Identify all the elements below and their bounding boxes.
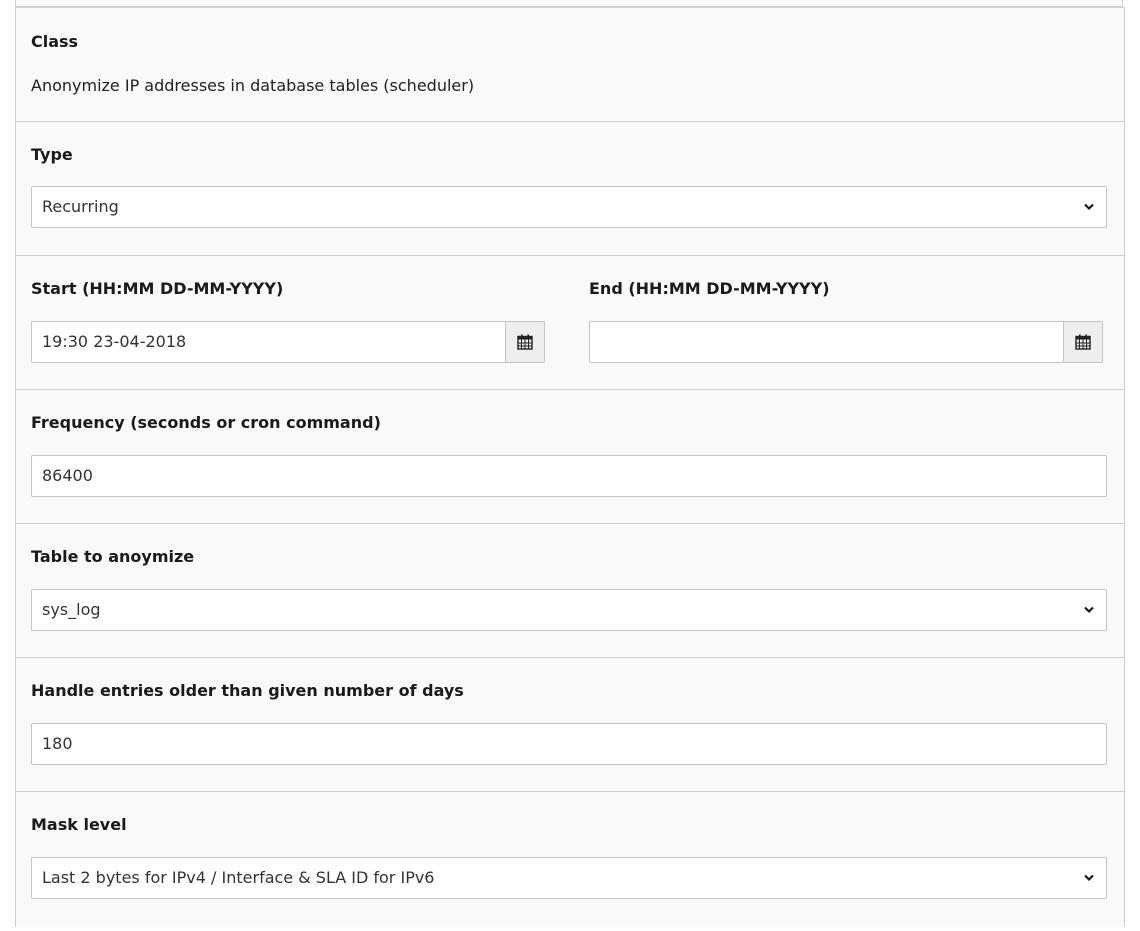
chevron-down-icon bbox=[1084, 203, 1094, 211]
days-section bbox=[16, 657, 1124, 792]
end-calendar-button[interactable] bbox=[1063, 321, 1103, 363]
frequency-label: Frequency (seconds or cron command) bbox=[31, 413, 381, 432]
frequency-value: 86400 bbox=[42, 466, 93, 485]
table-select-value: sys_log bbox=[42, 600, 101, 619]
class-section bbox=[16, 7, 1124, 122]
mask-section bbox=[16, 791, 1124, 931]
mask-select[interactable] bbox=[31, 857, 1107, 899]
frequency-section bbox=[16, 389, 1124, 524]
chevron-down-icon bbox=[1084, 606, 1094, 614]
end-date-input[interactable] bbox=[589, 321, 1064, 363]
mask-label: Mask level bbox=[31, 815, 127, 834]
form-top-edge bbox=[15, 0, 1123, 7]
class-label: Class bbox=[31, 32, 79, 51]
class-value: Anonymize IP addresses in database tables (scheduler) bbox=[31, 76, 475, 95]
calendar-icon bbox=[517, 334, 533, 350]
start-calendar-button[interactable] bbox=[505, 321, 545, 363]
type-label: Type bbox=[31, 145, 73, 164]
table-label: Table to anoymize bbox=[31, 547, 195, 566]
days-value: 180 bbox=[42, 734, 73, 753]
days-input[interactable] bbox=[31, 723, 1107, 765]
start-end-section bbox=[16, 255, 1124, 390]
scheduler-task-form bbox=[15, 7, 1125, 927]
table-select[interactable] bbox=[31, 589, 1107, 631]
end-label: End (HH:MM DD-MM-YYYY) bbox=[589, 279, 830, 298]
start-date-input[interactable] bbox=[31, 321, 506, 363]
type-select-value: Recurring bbox=[42, 197, 119, 216]
type-section bbox=[16, 121, 1124, 256]
frequency-input[interactable] bbox=[31, 455, 1107, 497]
calendar-icon bbox=[1075, 334, 1091, 350]
chevron-down-icon bbox=[1084, 874, 1094, 882]
start-date-value: 19:30 23-04-2018 bbox=[42, 332, 187, 351]
type-select[interactable] bbox=[31, 186, 1107, 228]
days-label: Handle entries older than given number of days bbox=[31, 681, 464, 700]
mask-select-value: Last 2 bytes for IPv4 / Interface & SLA ID for IPv6 bbox=[42, 868, 435, 887]
start-label: Start (HH:MM DD-MM-YYYY) bbox=[31, 279, 284, 298]
table-section bbox=[16, 523, 1124, 658]
